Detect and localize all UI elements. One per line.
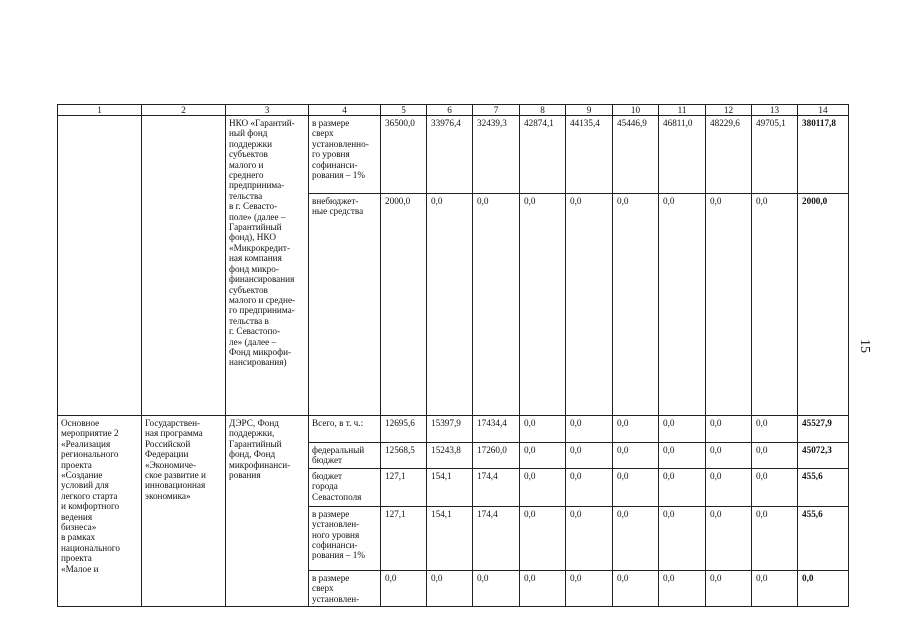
program-cell bbox=[142, 116, 226, 416]
total-cell: 2000,0 bbox=[798, 194, 849, 416]
value-cell: 0,0 bbox=[706, 194, 752, 416]
value-cell: 0,0 bbox=[520, 416, 566, 443]
value-cell: 0,0 bbox=[566, 506, 613, 570]
value-cell: 174,4 bbox=[473, 468, 520, 506]
program-cell: Государствен- ная программа Российской Федерации «Экономиче- ское развитие и инновационная экономика» bbox=[142, 416, 226, 607]
value-cell: 44135,4 bbox=[566, 116, 613, 194]
column-number: 7 bbox=[473, 105, 520, 116]
total-cell: 455,6 bbox=[798, 468, 849, 506]
value-cell: 0,0 bbox=[566, 468, 613, 506]
value-cell: 0,0 bbox=[566, 443, 613, 469]
value-cell: 127,1 bbox=[381, 468, 427, 506]
value-cell: 0,0 bbox=[752, 194, 798, 416]
value-cell: 0,0 bbox=[752, 416, 798, 443]
value-cell: 0,0 bbox=[659, 194, 706, 416]
value-cell: 0,0 bbox=[659, 570, 706, 606]
value-cell: 0,0 bbox=[659, 443, 706, 469]
value-cell: 49705,1 bbox=[752, 116, 798, 194]
funding-source-cell: федеральный бюджет bbox=[309, 443, 381, 469]
page-number: 15 bbox=[857, 339, 872, 353]
column-number: 8 bbox=[520, 105, 566, 116]
total-cell: 455,6 bbox=[798, 506, 849, 570]
column-number: 11 bbox=[659, 105, 706, 116]
value-cell: 0,0 bbox=[706, 506, 752, 570]
total-cell: 380117,8 bbox=[798, 116, 849, 194]
funding-source-cell: в размере сверх установлен- bbox=[309, 570, 381, 606]
column-number: 9 bbox=[566, 105, 613, 116]
table-row bbox=[58, 116, 849, 194]
value-cell: 0,0 bbox=[613, 194, 659, 416]
value-cell: 15243,8 bbox=[427, 443, 473, 469]
value-cell: 154,1 bbox=[427, 506, 473, 570]
column-number: 1 bbox=[58, 105, 142, 116]
value-cell: 0,0 bbox=[613, 443, 659, 469]
column-number: 3 bbox=[226, 105, 309, 116]
value-cell: 174,4 bbox=[473, 506, 520, 570]
value-cell: 0,0 bbox=[706, 570, 752, 606]
column-number: 13 bbox=[752, 105, 798, 116]
value-cell: 0,0 bbox=[659, 416, 706, 443]
column-number: 14 bbox=[798, 105, 849, 116]
funding-source-cell: бюджет города Севастополя bbox=[309, 468, 381, 506]
value-cell: 0,0 bbox=[566, 416, 613, 443]
total-cell: 45072,3 bbox=[798, 443, 849, 469]
budget-table bbox=[57, 104, 849, 607]
funding-source-cell: Всего, в т. ч.: bbox=[309, 416, 381, 443]
value-cell: 0,0 bbox=[520, 570, 566, 606]
value-cell: 0,0 bbox=[613, 570, 659, 606]
activity-name-cell: Основное мероприятие 2 «Реализация регионального проекта «Создание условий для легкого старта и комфортного ведения бизнеса» в рамках национального проекта «Малое и bbox=[58, 416, 142, 607]
value-cell: 127,1 bbox=[381, 506, 427, 570]
value-cell: 33976,4 bbox=[427, 116, 473, 194]
value-cell: 32439,3 bbox=[473, 116, 520, 194]
value-cell: 0,0 bbox=[706, 416, 752, 443]
value-cell: 0,0 bbox=[706, 443, 752, 469]
value-cell: 0,0 bbox=[752, 506, 798, 570]
table-row bbox=[58, 416, 849, 443]
column-number: 12 bbox=[706, 105, 752, 116]
value-cell: 2000,0 bbox=[381, 194, 427, 416]
value-cell: 36500,0 bbox=[381, 116, 427, 194]
value-cell: 0,0 bbox=[752, 570, 798, 606]
value-cell: 0,0 bbox=[381, 570, 427, 606]
value-cell: 0,0 bbox=[427, 194, 473, 416]
value-cell: 0,0 bbox=[520, 194, 566, 416]
column-number: 6 bbox=[427, 105, 473, 116]
value-cell: 48229,6 bbox=[706, 116, 752, 194]
value-cell: 0,0 bbox=[752, 443, 798, 469]
value-cell: 17434,4 bbox=[473, 416, 520, 443]
value-cell: 0,0 bbox=[752, 468, 798, 506]
column-number-row bbox=[58, 105, 849, 116]
value-cell: 0,0 bbox=[613, 506, 659, 570]
executor-cell: ДЭРС, Фонд поддержки, Гарантийный фонд, Фонд микрофинанси- рования bbox=[226, 416, 309, 607]
executor-cell: НКО «Гарантий- ный фонд поддержки субъектов малого и среднего предпринима- тельства в г. Севасто- поле» (далее – Гарантийный фонд), НКО «Микрокредит- ная компания фонд микро- финансирования субъектов малого и средне- го предпринима- тельства в г. Севастопо- ле» (далее – Фонд микрофи- нансирования) bbox=[226, 116, 309, 416]
value-cell: 0,0 bbox=[520, 468, 566, 506]
value-cell: 0,0 bbox=[566, 570, 613, 606]
value-cell: 0,0 bbox=[566, 194, 613, 416]
value-cell: 46811,0 bbox=[659, 116, 706, 194]
value-cell: 17260,0 bbox=[473, 443, 520, 469]
column-number: 2 bbox=[142, 105, 226, 116]
value-cell: 12568,5 bbox=[381, 443, 427, 469]
value-cell: 154,1 bbox=[427, 468, 473, 506]
value-cell: 0,0 bbox=[520, 506, 566, 570]
value-cell: 0,0 bbox=[473, 194, 520, 416]
total-cell: 45527,9 bbox=[798, 416, 849, 443]
column-number: 4 bbox=[309, 105, 381, 116]
funding-source-cell: в размере установлен- ного уровня софинанси- рования – 1% bbox=[309, 506, 381, 570]
total-cell: 0,0 bbox=[798, 570, 849, 606]
column-number: 5 bbox=[381, 105, 427, 116]
value-cell: 0,0 bbox=[706, 468, 752, 506]
value-cell: 0,0 bbox=[473, 570, 520, 606]
funding-source-cell: в размере сверх установленно- го уровня софинанси- рования – 1% bbox=[309, 116, 381, 194]
value-cell: 45446,9 bbox=[613, 116, 659, 194]
value-cell: 12695,6 bbox=[381, 416, 427, 443]
value-cell: 0,0 bbox=[613, 416, 659, 443]
column-number: 10 bbox=[613, 105, 659, 116]
value-cell: 0,0 bbox=[613, 468, 659, 506]
value-cell: 0,0 bbox=[659, 506, 706, 570]
value-cell: 0,0 bbox=[427, 570, 473, 606]
value-cell: 42874,1 bbox=[520, 116, 566, 194]
funding-source-cell: внебюджет- ные средства bbox=[309, 194, 381, 416]
activity-name-cell bbox=[58, 116, 142, 416]
value-cell: 0,0 bbox=[659, 468, 706, 506]
value-cell: 15397,9 bbox=[427, 416, 473, 443]
value-cell: 0,0 bbox=[520, 443, 566, 469]
